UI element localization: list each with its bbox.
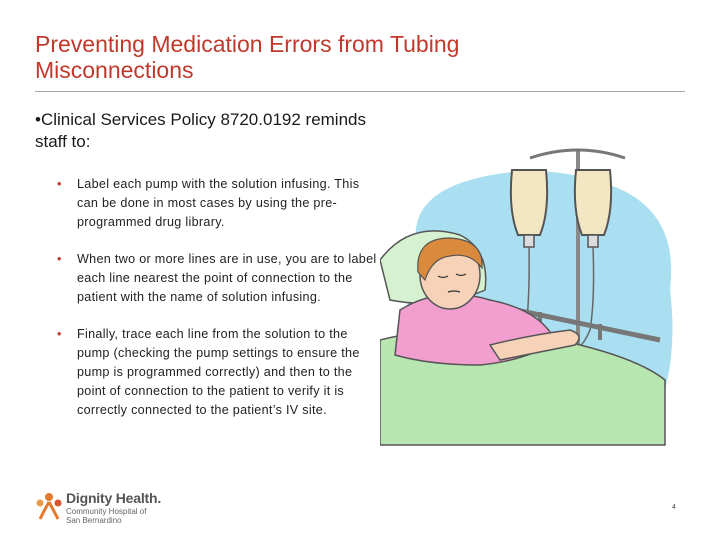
bullet-text: Finally, trace each line from the solution to the pump (checking the pump settings to ensure the pump is programmed correctly) and then to the point of connection to the patient to verify it is correctly connected to the patient’s IV site. <box>77 327 360 417</box>
logo-subtitle-line2: San Bernardino <box>66 516 122 525</box>
dignity-health-logo-mark-icon <box>34 489 64 525</box>
bullet-list <box>57 175 377 438</box>
bullet-marker: • <box>57 252 62 266</box>
logo-subtitle <box>66 507 176 525</box>
title-divider <box>35 91 685 92</box>
bullet-item <box>57 325 377 420</box>
bullet-marker: • <box>57 327 62 341</box>
bullet-item <box>57 175 377 232</box>
intro-text: •Clinical Services Policy 8720.0192 reminds staff to: <box>35 110 366 151</box>
page-number: 4 <box>672 504 676 511</box>
bullet-marker: • <box>57 177 62 191</box>
bullet-item <box>57 250 377 307</box>
bullet-text: Label each pump with the solution infusing. This can be done in most cases by using the pre-programmed drug library. <box>77 177 360 229</box>
bullet-text: When two or more lines are in use, you are to label each line nearest the point of connection to the patient with the name of solution infusing. <box>77 252 377 304</box>
logo-subtitle-line1: Community Hospital of <box>66 507 147 516</box>
dignity-health-logo <box>34 487 234 531</box>
slide-title: Preventing Medication Errors from Tubing Misconnections <box>35 31 460 83</box>
patient-iv-illustration <box>380 140 680 460</box>
logo-name: Dignity Health. <box>66 490 162 506</box>
